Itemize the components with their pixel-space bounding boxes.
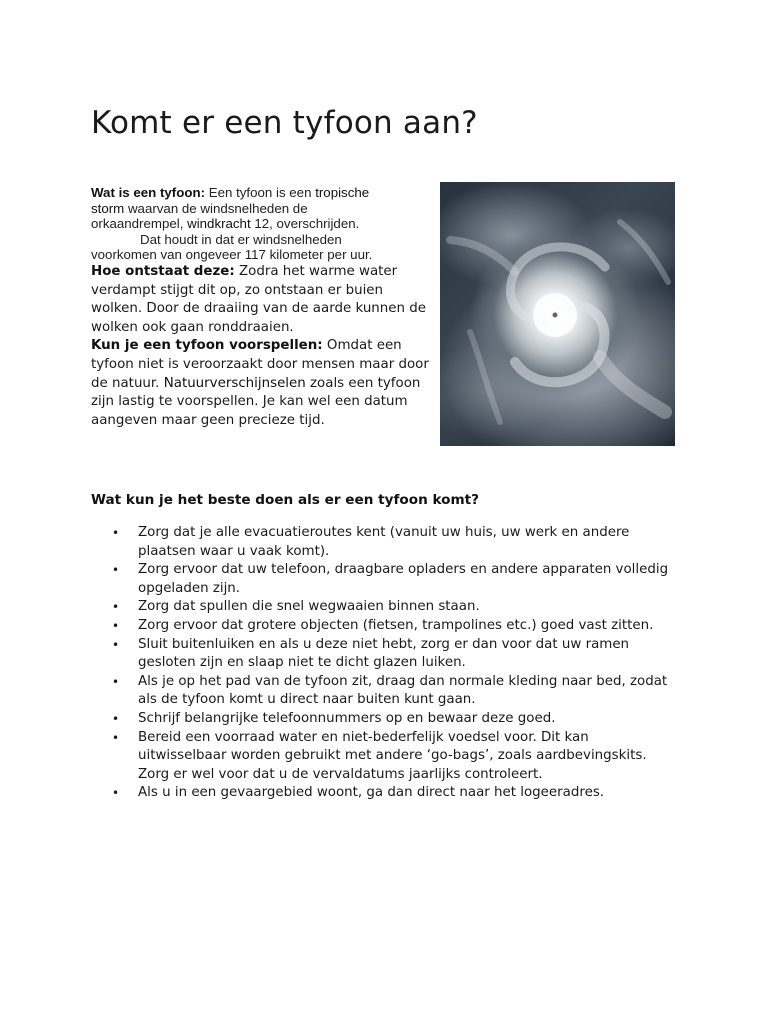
list-item: • Zorg dat spullen die snel wegwaaien binnen staan.	[112, 598, 672, 617]
intro-line-5: voorkomen van ongeveer 117 kilometer per uur.	[91, 247, 373, 263]
list-item: • Schrijf belangrijke telefoonnummers op en bewaar deze goed.	[112, 710, 672, 729]
list-item: • Als je op het pad van de tyfoon zit, draag dan normale kleding naar bed, zodat als de tyfoon komt u direct naar buiten kunt gaan.	[112, 673, 668, 708]
typhoon-swirl-graphic	[440, 182, 675, 446]
page-title: Komt er een tyfoon aan?	[91, 104, 478, 141]
tips-list	[112, 524, 672, 803]
list-item: • Zorg ervoor dat grotere objecten (fietsen, trampolines etc.) goed vast zitten.	[112, 617, 672, 636]
list-item: • Als u in een gevaargebied woont, ga dan direct naar het logeeradres.	[112, 784, 672, 803]
bullet-icon: •	[112, 600, 120, 615]
bullet-icon: •	[112, 637, 120, 652]
bullet-icon: •	[112, 711, 120, 726]
link-windkracht[interactable]: windkracht	[187, 216, 251, 232]
typhoon-satellite-image	[440, 182, 675, 446]
section-heading: Wat kun je het beste doen als er een tyfoon komt?	[91, 492, 480, 508]
bullet-icon: •	[112, 618, 120, 633]
intro-section	[91, 185, 431, 430]
paragraph-predict: Kun je een tyfoon voorspellen: Omdat een tyfoon niet is veroorzaakt door mensen maar door de natuur. Natuurverschijnselen zoals een tyfoon zijn lastig te voorspellen. Je kan wel een datum aangeven maar geen precieze tijd.	[91, 338, 429, 428]
question-how-label: Hoe ontstaat deze:	[91, 263, 235, 279]
intro-line-4: Dat houdt in dat er windsnelheden	[140, 231, 342, 247]
list-item: • Zorg dat je alle evacuatieroutes kent (vanuit uw huis, uw werk en andere plaatsen waar u vaak komt).	[112, 525, 630, 559]
bullet-icon: •	[112, 786, 120, 801]
intro-line-1: Wat is een tyfoon: Een tyfoon is een tropische	[91, 185, 370, 200]
intro-line-2: storm waarvan de windsnelheden de	[91, 200, 308, 216]
intro-line-3: orkaandrempel, windkracht 12, overschrijden.	[91, 216, 360, 232]
paragraph-how-formed: Hoe ontstaat deze: Zodra het warme water verdampt stijgt dit op, zo ontstaan er buien wolken. Door de draaiing van de aarde kunnen de wolken ook gaan ronddraaien.	[91, 263, 427, 335]
list-item: • Zorg ervoor dat uw telefoon, draagbare opladers en andere apparaten volledig opgeladen zijn.	[112, 562, 669, 596]
question-what-label: Wat is een tyfoon:	[91, 185, 206, 200]
bullet-icon: •	[112, 526, 120, 540]
link-storm[interactable]: storm	[91, 200, 125, 216]
bullet-icon: •	[112, 674, 120, 689]
list-item: • Bereid een voorraad water en niet-bederfelijk voedsel voor. Dit kan uitwisselbaar worden gebruikt met andere ‘go-bags’, zoals aardbevingskits. Zorg er wel voor dat u de vervaldatums jaarlijks controleert.	[112, 729, 647, 782]
list-item: • Sluit buitenluiken en als u deze niet hebt, zorg er dan voor dat uw ramen gesloten zijn en slaap niet te dicht glazen luiken.	[112, 636, 630, 671]
link-tropische[interactable]: tropische	[315, 185, 370, 200]
bullet-icon: •	[112, 563, 120, 578]
link-natuurverschijnselen[interactable]: Natuurverschijnselen	[163, 375, 306, 391]
bullet-icon: •	[112, 730, 120, 745]
question-predict-label: Kun je een tyfoon voorspellen:	[91, 338, 323, 354]
